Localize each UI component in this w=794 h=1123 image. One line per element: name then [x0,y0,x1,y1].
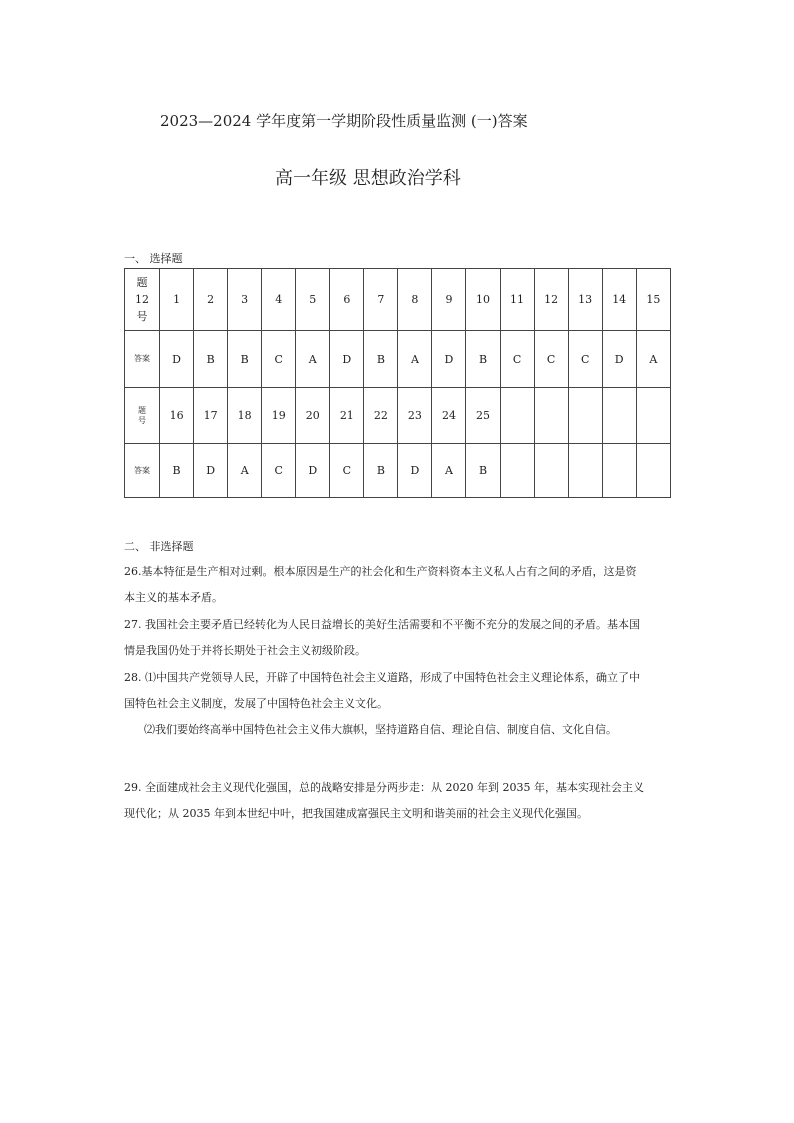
table-cell: C [262,331,296,388]
table-cell [636,444,670,498]
row-header-number-2: 题 号 [125,388,160,444]
table-cell: 12 [534,269,568,331]
answer-q26: 26.基本特征是生产相对过剩。根本原因是生产的社会化和生产资料资本主义私人占有之间的矛盾，这是资本主义的基本矛盾。 [124,565,637,604]
table-cell: D [160,331,194,388]
answer-q28-part1: 28. ⑴中国共产党领导人民，开辟了中国特色社会主义道路，形成了中国特色社会主义理论体系，确立了中国特色社会主义制度，发展了中国特色社会主义文化。 [124,671,640,710]
table-cell: B [364,331,398,388]
table-row-answers-2 [125,444,671,498]
table-row-numbers-1 [125,269,671,331]
table-cell: D [602,331,636,388]
table-cell: 6 [330,269,364,331]
table-cell: 11 [500,269,534,331]
table-cell: 18 [228,388,262,444]
section-heading-non-choice: 二、 非选择题 [124,540,194,553]
table-cell: B [228,331,262,388]
table-cell: A [296,331,330,388]
table-cell [602,388,636,444]
table-cell: 13 [568,269,602,331]
table-cell: 17 [194,388,228,444]
table-cell: B [466,444,500,498]
answer-q29: 29. 全面建成社会主义现代化强国，总的战略安排是分两步走：从 2020 年到 2035 年，基本实现社会主义现代化；从 2035 年到本世纪中叶，把我国建成富强民主文明和谐美丽的社会主义现代化强国。 [124,781,644,820]
row-header-number: 题 12 号 [125,269,160,331]
table-cell: 5 [296,269,330,331]
table-cell: A [228,444,262,498]
table-cell: A [636,331,670,388]
section-heading-choice: 一、 选择题 [124,252,183,265]
table-cell: 1 [160,269,194,331]
answer-q28-part2: ⑵我们要始终高举中国特色社会主义伟大旗帜，坚持道路自信、理论自信、制度自信、文化自信。 [144,723,617,736]
row-header-answer-2: 答案 [125,444,160,498]
table-cell [500,444,534,498]
table-cell: C [330,444,364,498]
table-cell: C [534,331,568,388]
table-cell: 19 [262,388,296,444]
table-cell [534,388,568,444]
table-cell: D [330,331,364,388]
page-title: 2023—2024 学年度第一学期阶段性质量监测 (一)答案 [160,112,528,130]
table-cell: D [398,444,432,498]
table-cell: 21 [330,388,364,444]
table-cell: 23 [398,388,432,444]
table-cell: D [296,444,330,498]
table-row-answers-1 [125,331,671,388]
table-cell [636,388,670,444]
answer-q27: 27. 我国社会主要矛盾已经转化为人民日益增长的美好生活需要和不平衡不充分的发展之间的矛盾。基本国情是我国仍处于并将长期处于社会主义初级阶段。 [124,618,640,657]
table-cell: 9 [432,269,466,331]
table-cell: C [568,331,602,388]
table-cell: 4 [262,269,296,331]
table-cell: 7 [364,269,398,331]
table-cell: 3 [228,269,262,331]
table-cell: C [500,331,534,388]
table-cell: 16 [160,388,194,444]
table-cell: B [194,331,228,388]
answer-table [124,268,671,498]
table-cell: B [160,444,194,498]
table-cell: 20 [296,388,330,444]
table-cell: 2 [194,269,228,331]
row-header-answer: 答案 [125,331,160,388]
table-row-numbers-2 [125,388,671,444]
table-cell: C [262,444,296,498]
table-cell: 8 [398,269,432,331]
answer-q28 [124,665,644,743]
table-cell: B [466,331,500,388]
table-cell: 10 [466,269,500,331]
table-cell: D [194,444,228,498]
table-cell: 14 [602,269,636,331]
table-cell [500,388,534,444]
table-cell [568,444,602,498]
table-cell [602,444,636,498]
table-cell: D [432,331,466,388]
table-cell: 24 [432,388,466,444]
table-cell: 25 [466,388,500,444]
table-cell: A [432,444,466,498]
table-cell: A [398,331,432,388]
table-cell [568,388,602,444]
table-cell [534,444,568,498]
table-cell: 15 [636,269,670,331]
table-cell: 22 [364,388,398,444]
page-subtitle: 高一年级 思想政治学科 [275,168,461,189]
table-cell: B [364,444,398,498]
